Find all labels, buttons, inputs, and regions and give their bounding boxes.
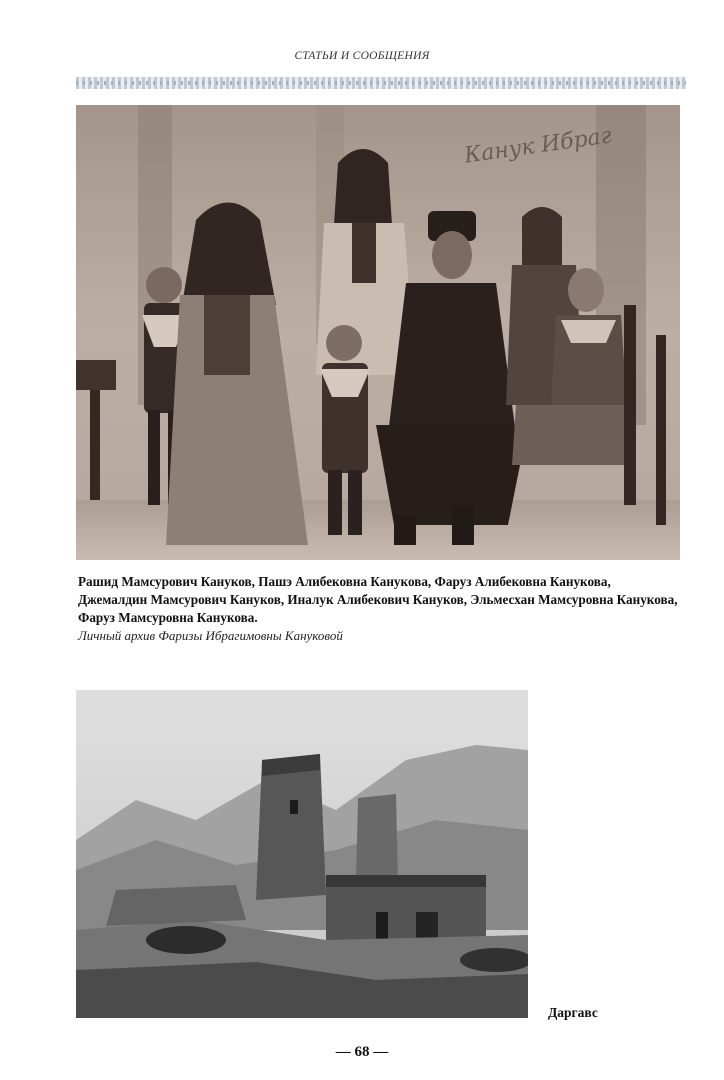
- page-number: — 68 —: [335, 1044, 389, 1060]
- running-head: СТАТЬИ И СООБЩЕНИЯ: [294, 50, 430, 62]
- ornament-divider: [76, 77, 686, 89]
- village-photo: [76, 690, 528, 1018]
- photo-credit: Личный архив Фаризы Ибрагимовны Кануковой: [78, 628, 343, 643]
- photo-caption: Рашид Мамсурович Кануков, Пашэ Алибековна Канукова, Фаруз Алибековна Канукова, Джемалдин Мамсурович Кануков, Иналук Алибекович Кануков, Эльмесхан Мамсуровна Канукова, Фаруз Мамсуровна Канукова.: [78, 574, 678, 625]
- village-caption: Даргавс: [548, 1005, 598, 1020]
- photo-handwriting: Канук Ибраг: [462, 123, 614, 169]
- family-photo: [76, 105, 680, 560]
